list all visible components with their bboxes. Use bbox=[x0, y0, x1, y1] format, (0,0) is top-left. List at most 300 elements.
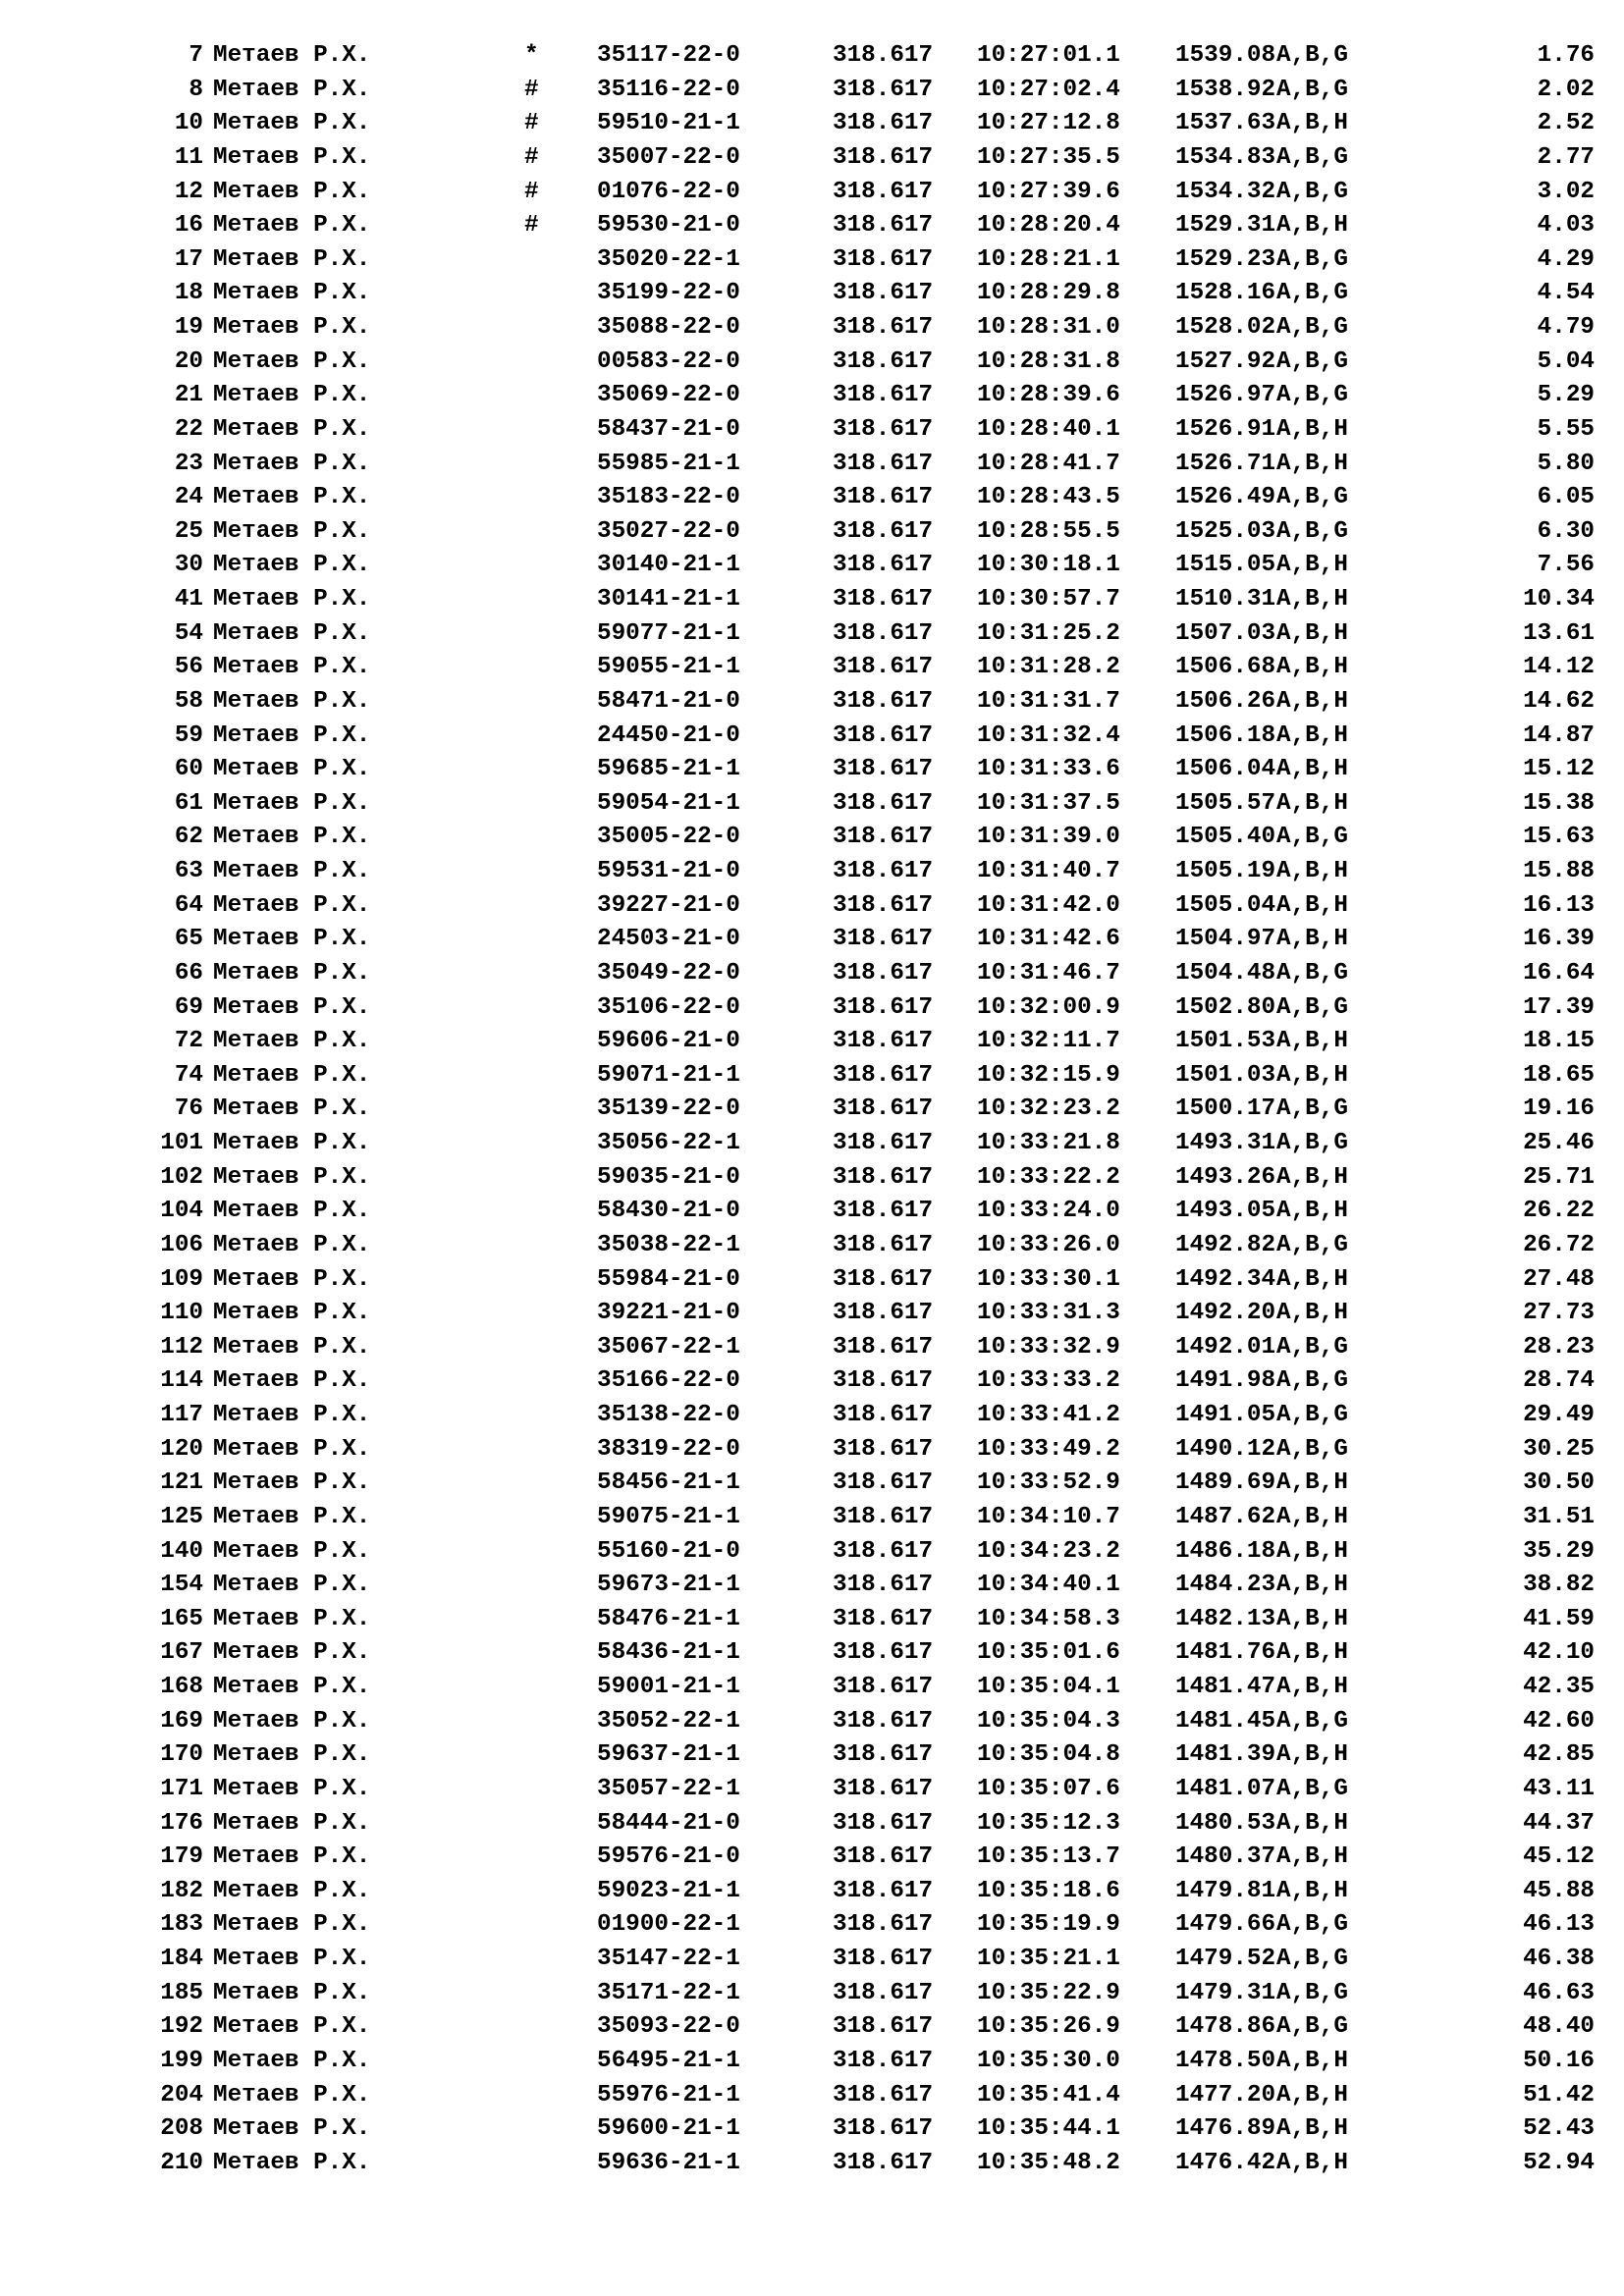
table-row bbox=[0, 209, 1624, 243]
record-code: 35049-22-0 bbox=[597, 959, 740, 987]
timestamp: 10:28:43.5 bbox=[977, 484, 1120, 511]
row-number: 24 bbox=[174, 484, 203, 511]
value-2: 1506.18 bbox=[1175, 721, 1276, 749]
value-2: 1480.37 bbox=[1175, 1843, 1276, 1871]
flags: A,B,G bbox=[1276, 178, 1348, 205]
timestamp: 10:34:58.3 bbox=[977, 1605, 1120, 1632]
value-3: 44.37 bbox=[1523, 1809, 1595, 1837]
flags: A,B,G bbox=[1276, 382, 1348, 409]
participant-name: Метаев Р.Х. bbox=[213, 1130, 371, 1156]
value-2: 1479.66 bbox=[1175, 1911, 1276, 1939]
row-number: 204 bbox=[160, 2081, 203, 2109]
table-row bbox=[0, 1229, 1624, 1263]
table-row bbox=[0, 1467, 1624, 1501]
value-1: 318.617 bbox=[833, 1333, 934, 1361]
participant-name: Метаев Р.Х. bbox=[213, 619, 371, 647]
value-2: 1491.98 bbox=[1175, 1367, 1276, 1395]
value-2: 1500.17 bbox=[1175, 1095, 1276, 1123]
table-row bbox=[0, 1433, 1624, 1468]
flags: A,B,G bbox=[1276, 1775, 1348, 1802]
flags: A,B,H bbox=[1276, 756, 1348, 783]
participant-name: Метаев Р.Х. bbox=[213, 245, 371, 273]
timestamp: 10:28:41.7 bbox=[977, 450, 1120, 477]
record-code: 00583-22-0 bbox=[597, 347, 740, 375]
row-number: 41 bbox=[174, 586, 203, 613]
value-1: 318.617 bbox=[833, 1061, 934, 1089]
value-2: 1506.26 bbox=[1175, 687, 1276, 715]
participant-name: Метаев Р.Х. bbox=[213, 2013, 371, 2041]
participant-name: Метаев Р.Х. bbox=[213, 1265, 371, 1293]
record-code: 58471-21-0 bbox=[597, 687, 740, 715]
value-2: 1481.39 bbox=[1175, 1741, 1276, 1769]
timestamp: 10:33:49.2 bbox=[977, 1435, 1120, 1463]
timestamp: 10:33:33.2 bbox=[977, 1367, 1120, 1395]
row-number: 112 bbox=[160, 1333, 203, 1361]
timestamp: 10:28:40.1 bbox=[977, 415, 1120, 443]
value-2: 1505.57 bbox=[1175, 789, 1276, 817]
flags: A,B,H bbox=[1276, 1503, 1348, 1530]
value-3: 4.79 bbox=[1537, 314, 1595, 341]
flags: A,B,H bbox=[1276, 110, 1348, 137]
value-2: 1487.62 bbox=[1175, 1503, 1276, 1530]
flags: A,B,H bbox=[1276, 2047, 1348, 2074]
value-3: 4.54 bbox=[1537, 280, 1595, 307]
record-code: 59035-21-0 bbox=[597, 1163, 740, 1191]
value-1: 318.617 bbox=[833, 2047, 934, 2074]
table-row bbox=[0, 141, 1624, 176]
flags: A,B,G bbox=[1276, 2013, 1348, 2041]
record-code: 59636-21-1 bbox=[597, 2149, 740, 2176]
row-number: 102 bbox=[160, 1163, 203, 1191]
value-2: 1492.34 bbox=[1175, 1265, 1276, 1293]
table-row bbox=[0, 821, 1624, 855]
participant-name: Метаев Р.Х. bbox=[213, 415, 371, 443]
record-code: 30141-21-1 bbox=[597, 586, 740, 613]
record-code: 35171-22-1 bbox=[597, 1979, 740, 2006]
timestamp: 10:35:07.6 bbox=[977, 1775, 1120, 1802]
timestamp: 10:31:31.7 bbox=[977, 687, 1120, 715]
value-3: 42.85 bbox=[1523, 1741, 1595, 1769]
value-3: 25.71 bbox=[1523, 1163, 1595, 1191]
participant-name: Метаев Р.Х. bbox=[213, 1028, 371, 1055]
value-1: 318.617 bbox=[833, 789, 934, 817]
timestamp: 10:28:29.8 bbox=[977, 280, 1120, 307]
row-number: 63 bbox=[174, 858, 203, 884]
record-code: 55160-21-0 bbox=[597, 1537, 740, 1565]
table-row bbox=[0, 176, 1624, 210]
timestamp: 10:28:20.4 bbox=[977, 212, 1120, 240]
row-number: 22 bbox=[174, 415, 203, 443]
table-row bbox=[0, 2079, 1624, 2113]
participant-name: Метаев Р.Х. bbox=[213, 143, 371, 171]
participant-name: Метаев Р.Х. bbox=[213, 347, 371, 375]
value-2: 1526.97 bbox=[1175, 382, 1276, 409]
flags: A,B,H bbox=[1276, 1741, 1348, 1769]
timestamp: 10:35:48.2 bbox=[977, 2149, 1120, 2176]
record-code: 59055-21-1 bbox=[597, 654, 740, 681]
value-3: 45.12 bbox=[1523, 1843, 1595, 1871]
value-3: 5.55 bbox=[1537, 415, 1595, 443]
value-1: 318.617 bbox=[833, 1843, 934, 1871]
record-code: 35007-22-0 bbox=[597, 143, 740, 171]
timestamp: 10:28:21.1 bbox=[977, 245, 1120, 273]
value-3: 46.13 bbox=[1523, 1911, 1595, 1939]
flags: A,B,H bbox=[1276, 2149, 1348, 2176]
row-number: 18 bbox=[174, 280, 203, 307]
record-code: 58456-21-1 bbox=[597, 1469, 740, 1497]
row-number: 199 bbox=[160, 2047, 203, 2074]
record-code: 35199-22-0 bbox=[597, 280, 740, 307]
participant-name: Метаев Р.Х. bbox=[213, 1605, 371, 1632]
value-2: 1492.01 bbox=[1175, 1333, 1276, 1361]
row-number: 208 bbox=[160, 2115, 203, 2143]
row-number: 104 bbox=[160, 1198, 203, 1225]
table-row bbox=[0, 2147, 1624, 2181]
value-2: 1515.05 bbox=[1175, 552, 1276, 579]
flags: A,B,H bbox=[1276, 586, 1348, 613]
value-1: 318.617 bbox=[833, 1605, 934, 1632]
record-code: 58444-21-0 bbox=[597, 1809, 740, 1837]
row-number: 64 bbox=[174, 891, 203, 919]
timestamp: 10:35:13.7 bbox=[977, 1843, 1120, 1871]
participant-name: Метаев Р.Х. bbox=[213, 314, 371, 341]
timestamp: 10:33:31.3 bbox=[977, 1300, 1120, 1327]
row-number: 170 bbox=[160, 1741, 203, 1769]
value-2: 1526.49 bbox=[1175, 484, 1276, 511]
record-code: 55976-21-1 bbox=[597, 2081, 740, 2109]
row-mark: # bbox=[524, 76, 539, 103]
participant-name: Метаев Р.Х. bbox=[213, 517, 371, 545]
row-number: 168 bbox=[160, 1674, 203, 1700]
participant-name: Метаев Р.Х. bbox=[213, 1639, 371, 1667]
row-number: 21 bbox=[174, 382, 203, 409]
value-1: 318.617 bbox=[833, 415, 934, 443]
participant-name: Метаев Р.Х. bbox=[213, 2047, 371, 2074]
flags: A,B,H bbox=[1276, 789, 1348, 817]
row-number: 10 bbox=[174, 110, 203, 137]
table-row bbox=[0, 2112, 1624, 2147]
value-1: 318.617 bbox=[833, 1367, 934, 1395]
participant-name: Метаев Р.Х. bbox=[213, 756, 371, 783]
value-3: 38.82 bbox=[1523, 1572, 1595, 1599]
value-1: 318.617 bbox=[833, 1911, 934, 1939]
participant-name: Метаев Р.Х. bbox=[213, 1911, 371, 1939]
value-3: 50.16 bbox=[1523, 2047, 1595, 2074]
value-3: 52.43 bbox=[1523, 2115, 1595, 2143]
participant-name: Метаев Р.Х. bbox=[213, 552, 371, 579]
value-1: 318.617 bbox=[833, 993, 934, 1021]
value-2: 1504.48 bbox=[1175, 959, 1276, 987]
value-1: 318.617 bbox=[833, 1300, 934, 1327]
value-2: 1479.31 bbox=[1175, 1979, 1276, 2006]
value-3: 16.13 bbox=[1523, 891, 1595, 919]
row-number: 69 bbox=[174, 993, 203, 1021]
value-2: 1527.92 bbox=[1175, 347, 1276, 375]
timestamp: 10:35:21.1 bbox=[977, 1946, 1120, 1972]
participant-name: Метаев Р.Х. bbox=[213, 1163, 371, 1191]
timestamp: 10:27:01.1 bbox=[977, 42, 1120, 69]
table-row bbox=[0, 1093, 1624, 1127]
flags: A,B,H bbox=[1276, 721, 1348, 749]
value-1: 318.617 bbox=[833, 1537, 934, 1565]
participant-name: Метаев Р.Х. bbox=[213, 450, 371, 477]
value-2: 1480.53 bbox=[1175, 1809, 1276, 1837]
timestamp: 10:33:52.9 bbox=[977, 1469, 1120, 1497]
value-3: 28.74 bbox=[1523, 1367, 1595, 1395]
timestamp: 10:33:41.2 bbox=[977, 1402, 1120, 1428]
value-2: 1477.20 bbox=[1175, 2081, 1276, 2109]
value-3: 14.87 bbox=[1523, 721, 1595, 749]
value-2: 1478.86 bbox=[1175, 2013, 1276, 2041]
row-number: 54 bbox=[174, 619, 203, 647]
flags: A,B,G bbox=[1276, 824, 1348, 851]
row-number: 165 bbox=[160, 1605, 203, 1632]
table-row bbox=[0, 617, 1624, 652]
value-3: 2.02 bbox=[1537, 76, 1595, 103]
value-2: 1481.45 bbox=[1175, 1707, 1276, 1735]
record-code: 35038-22-1 bbox=[597, 1231, 740, 1258]
value-1: 318.617 bbox=[833, 42, 934, 69]
timestamp: 10:32:23.2 bbox=[977, 1095, 1120, 1123]
timestamp: 10:35:01.6 bbox=[977, 1639, 1120, 1667]
flags: A,B,H bbox=[1276, 212, 1348, 240]
value-3: 1.76 bbox=[1537, 42, 1595, 69]
participant-name: Метаев Р.Х. bbox=[213, 1809, 371, 1837]
value-3: 5.04 bbox=[1537, 347, 1595, 375]
participant-name: Метаев Р.Х. bbox=[213, 1469, 371, 1497]
row-number: 60 bbox=[174, 756, 203, 783]
participant-name: Метаев Р.Х. bbox=[213, 687, 371, 715]
flags: A,B,G bbox=[1276, 993, 1348, 1021]
flags: A,B,G bbox=[1276, 42, 1348, 69]
participant-name: Метаев Р.Х. bbox=[213, 1572, 371, 1599]
value-1: 318.617 bbox=[833, 76, 934, 103]
table-row bbox=[0, 39, 1624, 74]
value-1: 318.617 bbox=[833, 756, 934, 783]
participant-name: Метаев Р.Х. bbox=[213, 1843, 371, 1871]
row-number: 192 bbox=[160, 2013, 203, 2041]
value-3: 6.05 bbox=[1537, 484, 1595, 511]
row-number: 17 bbox=[174, 245, 203, 273]
value-3: 42.60 bbox=[1523, 1707, 1595, 1735]
value-2: 1528.02 bbox=[1175, 314, 1276, 341]
value-2: 1491.05 bbox=[1175, 1402, 1276, 1428]
record-code: 59075-21-1 bbox=[597, 1503, 740, 1530]
value-2: 1484.23 bbox=[1175, 1572, 1276, 1599]
timestamp: 10:28:39.6 bbox=[977, 382, 1120, 409]
value-2: 1493.05 bbox=[1175, 1198, 1276, 1225]
flags: A,B,G bbox=[1276, 1402, 1348, 1428]
record-code: 55985-21-1 bbox=[597, 450, 740, 477]
value-1: 318.617 bbox=[833, 1095, 934, 1123]
participant-name: Метаев Р.Х. bbox=[213, 2081, 371, 2109]
participant-name: Метаев Р.Х. bbox=[213, 959, 371, 987]
table-row bbox=[0, 1297, 1624, 1331]
table-row bbox=[0, 1943, 1624, 1977]
timestamp: 10:35:19.9 bbox=[977, 1911, 1120, 1939]
timestamp: 10:35:22.9 bbox=[977, 1979, 1120, 2006]
value-1: 318.617 bbox=[833, 347, 934, 375]
record-code: 58437-21-0 bbox=[597, 415, 740, 443]
row-number: 210 bbox=[160, 2149, 203, 2176]
table-row bbox=[0, 1603, 1624, 1637]
value-2: 1501.03 bbox=[1175, 1061, 1276, 1089]
value-2: 1525.03 bbox=[1175, 517, 1276, 545]
row-number: 65 bbox=[174, 926, 203, 953]
value-1: 318.617 bbox=[833, 586, 934, 613]
table-row bbox=[0, 413, 1624, 448]
value-3: 5.29 bbox=[1537, 382, 1595, 409]
timestamp: 10:35:04.1 bbox=[977, 1674, 1120, 1700]
flags: A,B,G bbox=[1276, 1333, 1348, 1361]
timestamp: 10:35:18.6 bbox=[977, 1877, 1120, 1904]
row-number: 16 bbox=[174, 212, 203, 240]
value-3: 51.42 bbox=[1523, 2081, 1595, 2109]
flags: A,B,G bbox=[1276, 1979, 1348, 2006]
table-row bbox=[0, 481, 1624, 515]
flags: A,B,G bbox=[1276, 1946, 1348, 1972]
record-code: 01076-22-0 bbox=[597, 178, 740, 205]
value-3: 27.73 bbox=[1523, 1300, 1595, 1327]
value-3: 42.35 bbox=[1523, 1674, 1595, 1700]
record-code: 59531-21-0 bbox=[597, 858, 740, 884]
value-1: 318.617 bbox=[833, 1198, 934, 1225]
flags: A,B,H bbox=[1276, 858, 1348, 884]
row-mark: # bbox=[524, 110, 539, 137]
participant-name: Метаев Р.Х. bbox=[213, 1741, 371, 1769]
value-2: 1493.26 bbox=[1175, 1163, 1276, 1191]
value-2: 1479.52 bbox=[1175, 1946, 1276, 1972]
participant-name: Метаев Р.Х. bbox=[213, 586, 371, 613]
row-number: 167 bbox=[160, 1639, 203, 1667]
value-1: 318.617 bbox=[833, 1809, 934, 1837]
value-2: 1539.08 bbox=[1175, 42, 1276, 69]
record-code: 35117-22-0 bbox=[597, 42, 740, 69]
flags: A,B,G bbox=[1276, 347, 1348, 375]
participant-name: Метаев Р.Х. bbox=[213, 891, 371, 919]
results-listing bbox=[0, 39, 1624, 2180]
value-2: 1529.31 bbox=[1175, 212, 1276, 240]
row-number: 72 bbox=[174, 1028, 203, 1055]
row-number: 171 bbox=[160, 1775, 203, 1802]
value-1: 318.617 bbox=[833, 619, 934, 647]
row-number: 117 bbox=[160, 1402, 203, 1428]
value-1: 318.617 bbox=[833, 1877, 934, 1904]
row-number: 101 bbox=[160, 1130, 203, 1156]
record-code: 59023-21-1 bbox=[597, 1877, 740, 1904]
timestamp: 10:30:57.7 bbox=[977, 586, 1120, 613]
timestamp: 10:27:12.8 bbox=[977, 110, 1120, 137]
value-3: 6.30 bbox=[1537, 517, 1595, 545]
participant-name: Метаев Р.Х. bbox=[213, 1503, 371, 1530]
flags: A,B,G bbox=[1276, 314, 1348, 341]
table-row bbox=[0, 889, 1624, 924]
row-number: 169 bbox=[160, 1707, 203, 1735]
flags: A,B,H bbox=[1276, 891, 1348, 919]
value-3: 3.02 bbox=[1537, 178, 1595, 205]
value-3: 7.56 bbox=[1537, 552, 1595, 579]
record-code: 35138-22-0 bbox=[597, 1402, 740, 1428]
value-3: 18.65 bbox=[1523, 1061, 1595, 1089]
value-1: 318.617 bbox=[833, 1572, 934, 1599]
table-row bbox=[0, 243, 1624, 278]
flags: A,B,H bbox=[1276, 1674, 1348, 1700]
value-2: 1479.81 bbox=[1175, 1877, 1276, 1904]
flags: A,B,H bbox=[1276, 1265, 1348, 1293]
value-3: 28.23 bbox=[1523, 1333, 1595, 1361]
record-code: 39221-21-0 bbox=[597, 1300, 740, 1327]
participant-name: Метаев Р.Х. bbox=[213, 2149, 371, 2176]
row-number: 182 bbox=[160, 1877, 203, 1904]
record-code: 59054-21-1 bbox=[597, 789, 740, 817]
record-code: 35067-22-1 bbox=[597, 1333, 740, 1361]
participant-name: Метаев Р.Х. bbox=[213, 1435, 371, 1463]
value-2: 1526.91 bbox=[1175, 415, 1276, 443]
flags: A,B,G bbox=[1276, 280, 1348, 307]
timestamp: 10:33:32.9 bbox=[977, 1333, 1120, 1361]
table-row bbox=[0, 549, 1624, 583]
flags: A,B,G bbox=[1276, 959, 1348, 987]
row-number: 120 bbox=[160, 1435, 203, 1463]
timestamp: 10:33:22.2 bbox=[977, 1163, 1120, 1191]
timestamp: 10:33:24.0 bbox=[977, 1198, 1120, 1225]
timestamp: 10:35:26.9 bbox=[977, 2013, 1120, 2041]
value-2: 1534.83 bbox=[1175, 143, 1276, 171]
value-2: 1493.31 bbox=[1175, 1130, 1276, 1156]
row-number: 179 bbox=[160, 1843, 203, 1871]
flags: A,B,G bbox=[1276, 1130, 1348, 1156]
participant-name: Метаев Р.Х. bbox=[213, 1707, 371, 1735]
table-row bbox=[0, 1738, 1624, 1773]
timestamp: 10:31:46.7 bbox=[977, 959, 1120, 987]
participant-name: Метаев Р.Х. bbox=[213, 1300, 371, 1327]
value-2: 1501.53 bbox=[1175, 1028, 1276, 1055]
value-1: 318.617 bbox=[833, 1469, 934, 1497]
row-mark: # bbox=[524, 178, 539, 205]
record-code: 59077-21-1 bbox=[597, 619, 740, 647]
value-3: 14.62 bbox=[1523, 687, 1595, 715]
table-row bbox=[0, 1127, 1624, 1161]
value-1: 318.617 bbox=[833, 1775, 934, 1802]
value-3: 16.39 bbox=[1523, 926, 1595, 953]
value-1: 318.617 bbox=[833, 926, 934, 953]
timestamp: 10:34:23.2 bbox=[977, 1537, 1120, 1565]
record-code: 59530-21-0 bbox=[597, 212, 740, 240]
flags: A,B,G bbox=[1276, 1707, 1348, 1735]
participant-name: Метаев Р.Х. bbox=[213, 2115, 371, 2143]
table-row bbox=[0, 583, 1624, 617]
row-number: 7 bbox=[189, 42, 203, 69]
row-number: 12 bbox=[174, 178, 203, 205]
table-row bbox=[0, 1705, 1624, 1739]
participant-name: Метаев Р.Х. bbox=[213, 1198, 371, 1225]
row-number: 154 bbox=[160, 1572, 203, 1599]
timestamp: 10:31:40.7 bbox=[977, 858, 1120, 884]
table-row bbox=[0, 991, 1624, 1026]
table-row bbox=[0, 1636, 1624, 1671]
value-2: 1478.50 bbox=[1175, 2047, 1276, 2074]
value-2: 1492.82 bbox=[1175, 1231, 1276, 1258]
table-row bbox=[0, 1671, 1624, 1705]
flags: A,B,G bbox=[1276, 1231, 1348, 1258]
timestamp: 10:35:04.3 bbox=[977, 1707, 1120, 1735]
table-row bbox=[0, 2010, 1624, 2045]
flags: A,B,H bbox=[1276, 1469, 1348, 1497]
timestamp: 10:32:00.9 bbox=[977, 993, 1120, 1021]
record-code: 59685-21-1 bbox=[597, 756, 740, 783]
table-row bbox=[0, 1399, 1624, 1433]
value-1: 318.617 bbox=[833, 1503, 934, 1530]
